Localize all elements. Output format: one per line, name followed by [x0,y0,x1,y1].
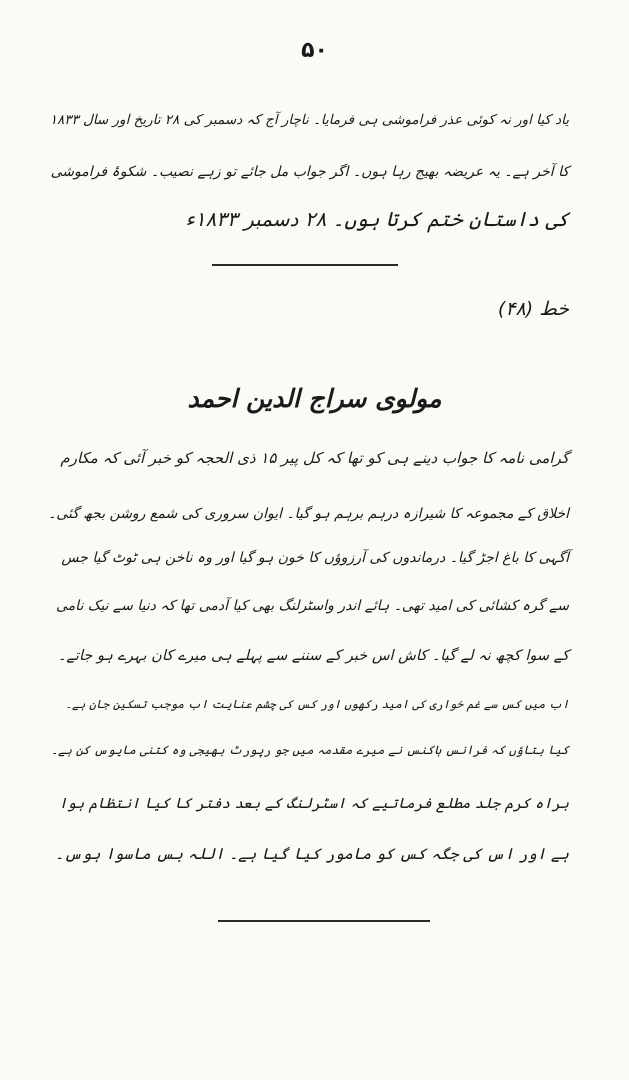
paragraph-line: براہ کرم جلد مطلع فرماتیے کہ اسٹرلنگ کے بعد دفتر کا کیا انتظام ہوا [58,796,569,812]
section-divider [212,264,398,266]
section-divider [218,920,430,922]
paragraph-line: یاد کیا اور نہ کوئی عذر فراموشی ہی فرمایا۔ ناچار آج کہ دسمبر کی ۲۸ تاریخ اور سال ۱۸۳۳ [49,112,569,128]
paragraph-line: کیا بتاؤں کہ فرانس ہاکنس نے میرے مقدمہ میں جو رپورٹ بھیجی وہ کتنی مایوس کن ہے۔ [50,743,569,757]
paragraph-line: سے گرہ کشائی کی امید تھی۔ ہائے اندر واسٹرلنگ بھی کیا آدمی تھا کہ دنیا سے نیک نامی [56,598,569,614]
paragraph-line: ہے اور اس کی جگہ کس کو مامور کیا گیا ہے۔ اللہ بس ماسوا ہوس۔ [55,845,569,863]
paragraph-line: کی داستان ختم کرتا ہوں۔ ۲۸ دسمبر ۱۸۳۳ء [185,207,569,231]
paragraph-line: کے سوا کچھ نہ لے گیا۔ کاش اس خبر کے سننے سے پہلے ہی میرے کان بہرے ہو جاتے۔ [57,648,569,664]
paragraph-line: گرامی نامہ کا جواب دینے ہی کو تھا کہ کل پیر ۱۵ ذی الحجہ کو خبر آئی کہ مکارم [60,449,569,467]
page-number: ۵۰ [301,38,328,63]
paragraph-line: اخلاق کے مجموعہ کا شیرازہ درہم برہم ہو گیا۔ ایوان سروری کی شمع روشن بجھ گئی۔ [48,506,569,522]
paragraph-line: اب میں کس سے غم خواری کی امید رکھوں اور کس کی چشم عنایت اب موجب تسکین جان ہے۔ [65,697,569,711]
letter-heading: مولوی سراج الدین احمد [187,384,442,413]
paragraph-line: آگہی کا باغ اجڑ گیا۔ درماندوں کی آرزوؤں کا خون ہو گیا اور وہ ناخن ہی ٹوٹ گیا جس [61,550,569,566]
letter-number: خط (۴۸) [497,298,569,320]
paragraph-line: کا آخر ہے۔ یہ عریضہ بھیج رہا ہوں۔ اگر جواب مل جائے تو زہے نصیب۔ شکوۂ فراموشی [50,164,569,180]
